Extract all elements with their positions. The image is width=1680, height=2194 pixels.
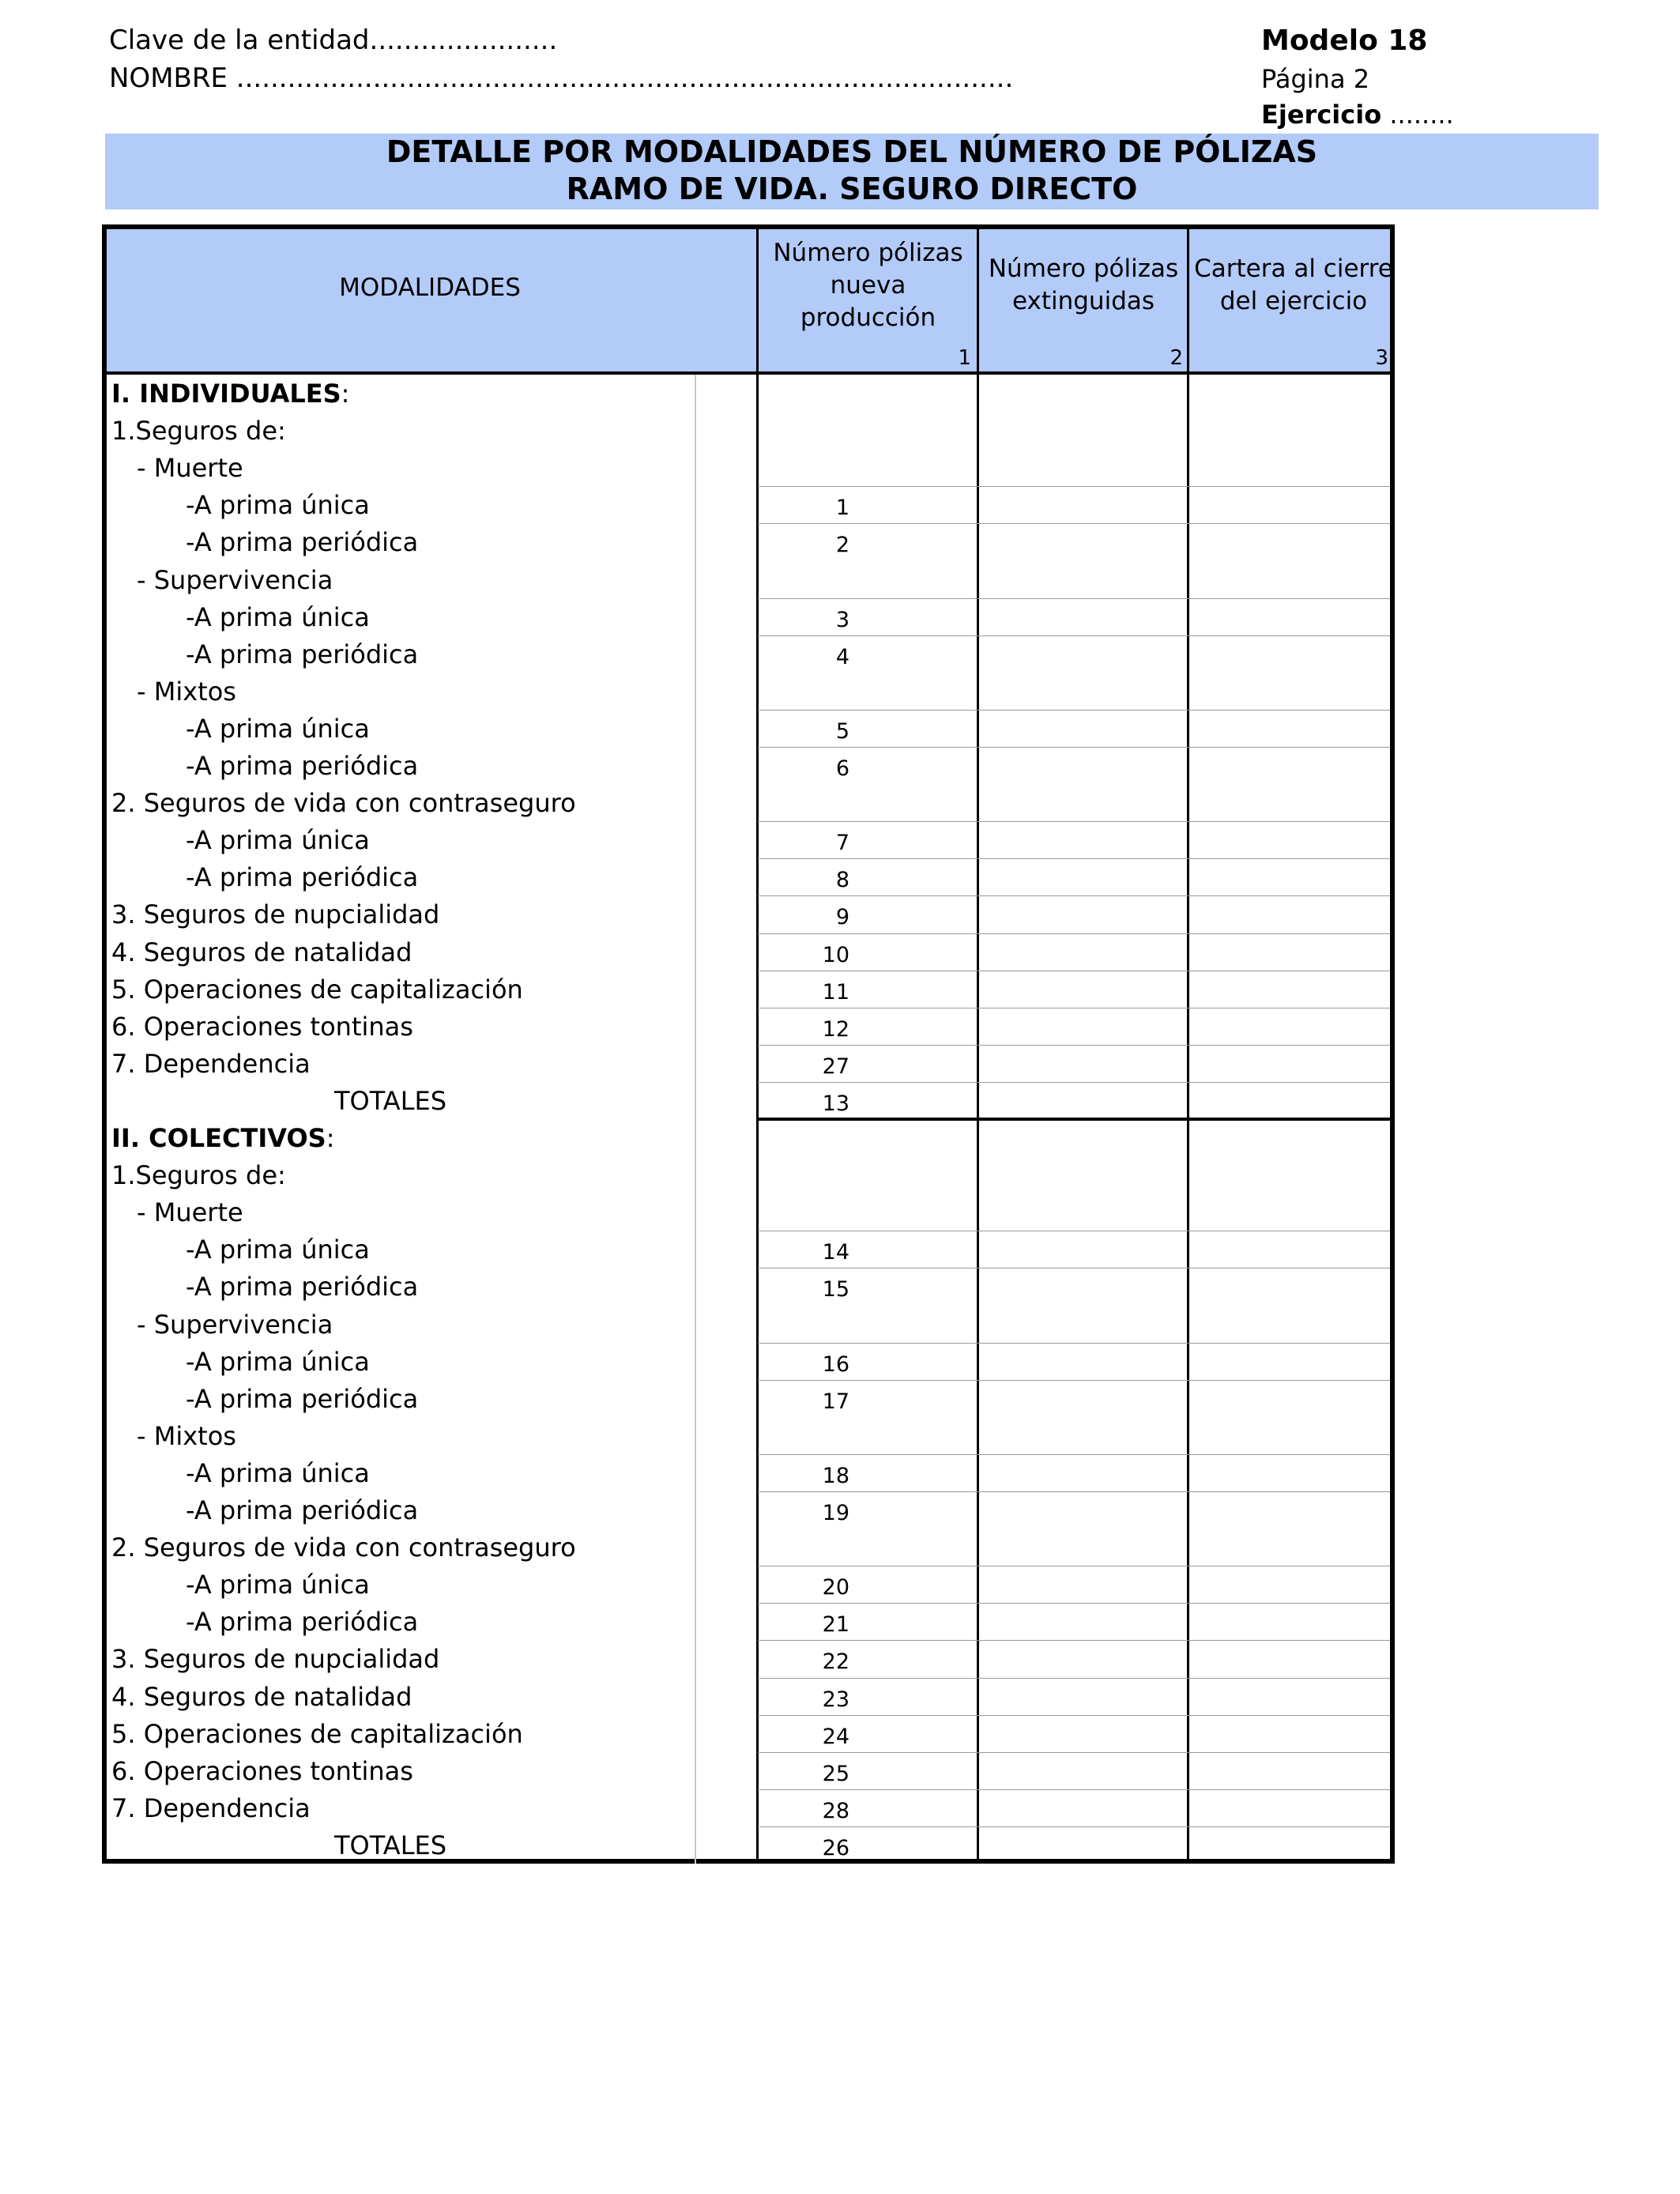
table-row bbox=[107, 1454, 1390, 1491]
row-code: 22 bbox=[822, 1649, 849, 1675]
table-row bbox=[107, 710, 1390, 747]
table-row bbox=[107, 784, 1390, 821]
row-gridline bbox=[758, 1789, 1390, 1790]
row-label-text: -A prima única bbox=[186, 1346, 370, 1377]
row-label bbox=[186, 1235, 370, 1265]
row-label-text: - Supervivencia bbox=[137, 564, 333, 595]
row-code: 23 bbox=[822, 1687, 849, 1712]
row-label-text: -A prima única bbox=[186, 601, 370, 632]
table-row bbox=[107, 895, 1390, 933]
row-label-text: - Mixtos bbox=[137, 1420, 236, 1451]
input-cell-col2[interactable] bbox=[979, 895, 1187, 932]
input-cell-col3[interactable] bbox=[1189, 1789, 1390, 1826]
header-col-number-3: 3 bbox=[1375, 346, 1388, 370]
row-code: 21 bbox=[822, 1612, 849, 1638]
table-row bbox=[107, 1231, 1390, 1268]
header-col-number-1: 1 bbox=[958, 346, 971, 370]
input-cell-col3[interactable] bbox=[1189, 1566, 1390, 1602]
row-label bbox=[111, 937, 412, 967]
row-label-text: -A prima única bbox=[186, 490, 370, 521]
row-gridline bbox=[758, 1491, 1390, 1492]
input-cell-col3[interactable] bbox=[1189, 1268, 1390, 1304]
row-code: 15 bbox=[822, 1277, 849, 1302]
row-gridline bbox=[758, 1082, 1390, 1083]
title-banner bbox=[105, 134, 1599, 209]
row-gridline bbox=[758, 1640, 1390, 1641]
table-row bbox=[107, 1566, 1390, 1603]
input-cell-col1[interactable] bbox=[759, 1826, 977, 1863]
input-cell-col2[interactable] bbox=[979, 1826, 1187, 1863]
row-label bbox=[137, 453, 243, 483]
row-code: 25 bbox=[822, 1761, 849, 1786]
table-row bbox=[107, 747, 1390, 784]
row-label-text: 4. Seguros de natalidad bbox=[111, 1681, 412, 1712]
input-cell-col2[interactable] bbox=[979, 1454, 1187, 1491]
input-cell-col3[interactable] bbox=[1189, 635, 1390, 672]
input-cell-col1[interactable] bbox=[759, 1268, 977, 1304]
table-row bbox=[107, 523, 1390, 560]
row-label bbox=[111, 1793, 311, 1823]
row-label-text: -A prima única bbox=[186, 1457, 370, 1488]
input-cell-col3[interactable] bbox=[1189, 1715, 1390, 1751]
row-label bbox=[137, 677, 236, 707]
input-cell-col1[interactable] bbox=[759, 1008, 977, 1044]
row-label-text: 6. Operaciones tontinas bbox=[111, 1755, 413, 1786]
table-row bbox=[107, 1268, 1390, 1305]
row-label-text: -A prima periódica bbox=[186, 1272, 419, 1302]
row-label bbox=[186, 490, 370, 520]
table-row bbox=[107, 1306, 1390, 1343]
header-col-number-2: 2 bbox=[1170, 346, 1183, 370]
row-gridline bbox=[758, 1268, 1390, 1269]
input-cell-col2[interactable] bbox=[979, 821, 1187, 858]
row-label bbox=[111, 1719, 523, 1749]
row-gridline bbox=[758, 1752, 1390, 1753]
row-code: 19 bbox=[822, 1501, 849, 1525]
input-cell-col2[interactable] bbox=[979, 1343, 1187, 1379]
row-gridline bbox=[758, 1045, 1390, 1046]
table-row bbox=[107, 561, 1390, 598]
row-gridline bbox=[758, 1826, 1390, 1827]
input-cell-col2[interactable] bbox=[979, 747, 1187, 783]
row-label-text: 1.Seguros de: bbox=[111, 416, 286, 447]
row-label-text: - Supervivencia bbox=[137, 1309, 333, 1340]
input-cell-col3[interactable] bbox=[1189, 895, 1390, 932]
ejercicio-label: Ejercicio ........ bbox=[1261, 100, 1454, 130]
input-cell-col3[interactable] bbox=[1189, 1640, 1390, 1676]
row-label bbox=[186, 639, 418, 669]
input-cell-col3[interactable] bbox=[1189, 933, 1390, 970]
input-cell-col1[interactable] bbox=[759, 1343, 977, 1379]
row-label bbox=[111, 1682, 412, 1712]
table-row bbox=[107, 486, 1390, 523]
input-cell-col3[interactable] bbox=[1189, 1678, 1390, 1714]
input-cell-col2[interactable] bbox=[979, 523, 1187, 560]
row-gridline bbox=[758, 895, 1390, 896]
input-cell-col3[interactable] bbox=[1189, 1752, 1390, 1789]
table-row bbox=[107, 375, 1390, 412]
input-cell-col3[interactable] bbox=[1189, 1491, 1390, 1528]
table-row bbox=[107, 1491, 1390, 1529]
row-gridline bbox=[758, 1380, 1390, 1381]
row-label bbox=[111, 416, 286, 446]
row-code: 10 bbox=[822, 942, 849, 967]
input-cell-col2[interactable] bbox=[979, 1752, 1187, 1789]
input-cell-col2[interactable] bbox=[979, 486, 1187, 522]
input-cell-col3[interactable] bbox=[1189, 1603, 1390, 1639]
input-cell-col1[interactable] bbox=[759, 1045, 977, 1081]
row-label-text: -A prima única bbox=[186, 1235, 370, 1265]
section-heading: II. COLECTIVOS bbox=[111, 1123, 326, 1153]
input-cell-col1[interactable] bbox=[759, 747, 977, 783]
table-row bbox=[107, 1008, 1390, 1045]
row-label bbox=[186, 1570, 370, 1600]
row-label bbox=[111, 1123, 335, 1153]
row-gridline bbox=[758, 710, 1390, 711]
row-code: 18 bbox=[822, 1463, 849, 1488]
row-gridline bbox=[758, 635, 1390, 636]
input-cell-col1[interactable] bbox=[759, 635, 977, 672]
row-code: 13 bbox=[822, 1091, 849, 1116]
clave-entidad: Clave de la entidad...................... bbox=[109, 25, 558, 56]
row-label-text: - Mixtos bbox=[137, 676, 236, 707]
row-label bbox=[111, 1644, 439, 1674]
row-code: 2 bbox=[835, 533, 849, 558]
input-cell-col2[interactable] bbox=[979, 598, 1187, 635]
row-label-text: - Muerte bbox=[137, 453, 243, 484]
row-label-text: - Muerte bbox=[137, 1197, 243, 1228]
row-label bbox=[111, 1160, 286, 1190]
row-code: 12 bbox=[822, 1016, 849, 1042]
input-cell-col3[interactable] bbox=[1189, 486, 1390, 522]
table-row bbox=[107, 1529, 1390, 1566]
row-label-text: -A prima periódica bbox=[186, 1383, 419, 1414]
row-label bbox=[186, 1458, 370, 1488]
input-cell-col3[interactable] bbox=[1189, 1380, 1390, 1416]
row-code: 14 bbox=[822, 1240, 849, 1265]
row-code: 3 bbox=[835, 607, 849, 632]
row-label-text: 2. Seguros de vida con contraseguro bbox=[111, 1532, 576, 1563]
input-cell-col1[interactable] bbox=[759, 1231, 977, 1267]
row-gridline bbox=[758, 1454, 1390, 1455]
row-code: 4 bbox=[835, 644, 849, 669]
input-cell-col1[interactable] bbox=[759, 1491, 977, 1528]
input-cell-col2[interactable] bbox=[979, 1715, 1187, 1751]
row-label-text: TOTALES bbox=[334, 1085, 447, 1116]
row-label bbox=[111, 899, 439, 929]
row-label-text: -A prima periódica bbox=[186, 1495, 419, 1525]
table-row bbox=[107, 598, 1390, 635]
table-row bbox=[107, 858, 1390, 895]
input-cell-col1[interactable] bbox=[759, 1752, 977, 1789]
input-cell-col2[interactable] bbox=[979, 710, 1187, 746]
input-cell-col2[interactable] bbox=[979, 635, 1187, 672]
row-label bbox=[186, 527, 418, 557]
row-code: 9 bbox=[835, 905, 849, 930]
row-label-text: -A prima única bbox=[186, 713, 370, 744]
row-label-text: 2. Seguros de vida con contraseguro bbox=[111, 788, 576, 819]
row-label bbox=[137, 565, 333, 595]
table-row bbox=[107, 1826, 1390, 1864]
row-label bbox=[111, 1532, 576, 1563]
table-row bbox=[107, 1603, 1390, 1640]
row-label bbox=[111, 379, 349, 409]
banner-title-line2: RAMO DE VIDA. SEGURO DIRECTO bbox=[566, 172, 1138, 206]
row-label-text: -A prima periódica bbox=[186, 527, 419, 558]
header-nueva-produccion: Número pólizas nueva producción bbox=[773, 239, 963, 332]
row-label-text: -A prima periódica bbox=[186, 1607, 419, 1638]
table-row bbox=[107, 1678, 1390, 1715]
row-code: 6 bbox=[835, 756, 849, 781]
row-label-text: 5. Operaciones de capitalización bbox=[111, 974, 523, 1005]
table-row bbox=[107, 821, 1390, 858]
table-row bbox=[107, 1789, 1390, 1826]
row-label bbox=[334, 1086, 446, 1116]
input-cell-col1[interactable] bbox=[759, 1380, 977, 1416]
table-row bbox=[107, 673, 1390, 710]
row-label bbox=[186, 714, 370, 744]
table-row bbox=[107, 1082, 1390, 1119]
input-cell-col2[interactable] bbox=[979, 933, 1187, 970]
input-cell-col1[interactable] bbox=[759, 971, 977, 1007]
table-header bbox=[107, 229, 1393, 375]
row-label bbox=[137, 1421, 236, 1451]
row-gridline bbox=[758, 1603, 1390, 1604]
table-row bbox=[107, 1380, 1390, 1417]
row-label-text: 3. Seguros de nupcialidad bbox=[111, 899, 440, 930]
row-label-text: 7. Dependencia bbox=[111, 1793, 311, 1823]
input-cell-col2[interactable] bbox=[979, 858, 1187, 895]
input-cell-col1[interactable] bbox=[759, 1678, 977, 1714]
row-code: 7 bbox=[835, 831, 849, 856]
row-code: 26 bbox=[822, 1835, 849, 1860]
row-label bbox=[111, 788, 576, 818]
table-row bbox=[107, 449, 1390, 486]
row-label-text: 7. Dependencia bbox=[111, 1048, 311, 1079]
row-label-text: 6. Operaciones tontinas bbox=[111, 1011, 413, 1042]
input-cell-col2[interactable] bbox=[979, 1566, 1187, 1602]
input-cell-col3[interactable] bbox=[1189, 747, 1390, 783]
row-label-text: -A prima única bbox=[186, 825, 370, 856]
row-label-text: -A prima periódica bbox=[186, 751, 419, 781]
row-code: 17 bbox=[822, 1389, 849, 1414]
row-label bbox=[111, 1756, 413, 1786]
row-gridline bbox=[758, 747, 1390, 748]
row-code: 20 bbox=[822, 1575, 849, 1600]
table-row bbox=[107, 971, 1390, 1008]
row-label bbox=[137, 1197, 243, 1227]
input-cell-col2[interactable] bbox=[979, 1231, 1187, 1267]
input-cell-col2[interactable] bbox=[979, 1640, 1187, 1676]
input-cell-col1[interactable] bbox=[759, 895, 977, 932]
row-gridline bbox=[758, 1343, 1390, 1344]
row-code: 24 bbox=[822, 1724, 849, 1749]
input-cell-col3[interactable] bbox=[1189, 598, 1390, 635]
row-code: 28 bbox=[822, 1798, 849, 1823]
input-cell-col3[interactable] bbox=[1189, 858, 1390, 895]
modelo-label: Modelo 18 bbox=[1261, 25, 1428, 57]
policies-table bbox=[102, 224, 1395, 1864]
row-gridline bbox=[758, 858, 1390, 859]
row-code: 27 bbox=[822, 1054, 849, 1079]
row-label-text: 1.Seguros de: bbox=[111, 1160, 286, 1191]
table-row bbox=[107, 1193, 1390, 1231]
row-label-text: TOTALES bbox=[334, 1830, 447, 1860]
row-label bbox=[186, 1495, 418, 1525]
row-label bbox=[186, 1272, 418, 1302]
nombre-line: NOMBRE ........................................................................................... bbox=[109, 62, 1014, 94]
row-code: 16 bbox=[822, 1351, 849, 1377]
input-cell-col1[interactable] bbox=[759, 598, 977, 635]
row-label bbox=[186, 1347, 370, 1377]
table-row bbox=[107, 933, 1390, 971]
input-cell-col1[interactable] bbox=[759, 523, 977, 560]
section-heading: I. INDIVIDUALES bbox=[111, 379, 341, 409]
header-extinguidas: Número pólizas extinguidas bbox=[988, 254, 1179, 315]
input-cell-col3[interactable] bbox=[1189, 710, 1390, 746]
row-gridline bbox=[758, 523, 1390, 524]
header-cartera-cierre: Cartera al cierre del ejercicio bbox=[1194, 254, 1393, 315]
input-cell-col1[interactable] bbox=[759, 1566, 977, 1602]
row-label bbox=[186, 1384, 418, 1414]
table-row bbox=[107, 1752, 1390, 1789]
input-cell-col3[interactable] bbox=[1189, 1008, 1390, 1044]
input-cell-col3[interactable] bbox=[1189, 523, 1390, 560]
input-cell-col1[interactable] bbox=[759, 1454, 977, 1491]
input-cell-col3[interactable] bbox=[1189, 1454, 1390, 1491]
pagina-label: Página 2 bbox=[1261, 64, 1370, 94]
table-row bbox=[107, 635, 1390, 673]
table-row bbox=[107, 1640, 1390, 1677]
row-label bbox=[111, 1049, 311, 1079]
input-cell-col2[interactable] bbox=[979, 1380, 1187, 1416]
table-row bbox=[107, 1715, 1390, 1752]
header-modalidades: MODALIDADES bbox=[339, 273, 521, 302]
row-label-text: : bbox=[326, 1123, 335, 1153]
input-cell-col2[interactable] bbox=[979, 1082, 1187, 1118]
row-gridline bbox=[758, 598, 1390, 599]
input-cell-col1[interactable] bbox=[759, 821, 977, 858]
row-label bbox=[186, 751, 418, 781]
input-cell-col1[interactable] bbox=[759, 1082, 977, 1118]
table-row bbox=[107, 1343, 1390, 1380]
input-cell-col1[interactable] bbox=[759, 1603, 977, 1639]
row-code: 8 bbox=[835, 868, 849, 893]
row-label-text: 5. Operaciones de capitalización bbox=[111, 1718, 523, 1749]
row-gridline bbox=[758, 486, 1390, 487]
input-cell-col1[interactable] bbox=[759, 710, 977, 746]
input-cell-col2[interactable] bbox=[979, 1678, 1187, 1714]
input-cell-col1[interactable] bbox=[759, 933, 977, 970]
row-label-text: -A prima única bbox=[186, 1570, 370, 1600]
row-label-text: -A prima periódica bbox=[186, 639, 419, 669]
row-label bbox=[186, 1607, 418, 1637]
input-cell-col3[interactable] bbox=[1189, 1826, 1390, 1863]
input-cell-col1[interactable] bbox=[759, 1640, 977, 1676]
input-cell-col2[interactable] bbox=[979, 1268, 1187, 1304]
row-label bbox=[137, 1310, 333, 1340]
row-label bbox=[186, 825, 370, 855]
input-cell-col1[interactable] bbox=[759, 486, 977, 522]
row-label-text: 4. Seguros de natalidad bbox=[111, 937, 412, 967]
input-cell-col2[interactable] bbox=[979, 1491, 1187, 1528]
input-cell-col3[interactable] bbox=[1189, 1045, 1390, 1081]
input-cell-col2[interactable] bbox=[979, 1008, 1187, 1044]
table-row bbox=[107, 1156, 1390, 1193]
row-gridline bbox=[758, 1715, 1390, 1716]
row-code: 5 bbox=[835, 718, 849, 744]
input-cell-col2[interactable] bbox=[979, 1603, 1187, 1639]
input-cell-col1[interactable] bbox=[759, 1715, 977, 1751]
row-gridline bbox=[758, 821, 1390, 822]
input-cell-col2[interactable] bbox=[979, 971, 1187, 1007]
table-row bbox=[107, 1045, 1390, 1082]
table-row bbox=[107, 1417, 1390, 1454]
row-label bbox=[186, 862, 418, 892]
row-label-text: : bbox=[341, 379, 350, 409]
table-row bbox=[107, 412, 1390, 449]
row-gridline bbox=[758, 933, 1390, 934]
row-code: 1 bbox=[835, 496, 849, 521]
input-cell-col3[interactable] bbox=[1189, 971, 1390, 1007]
row-label bbox=[334, 1830, 446, 1860]
input-cell-col3[interactable] bbox=[1189, 1343, 1390, 1379]
row-label-text: 3. Seguros de nupcialidad bbox=[111, 1644, 440, 1675]
section-separator bbox=[758, 1118, 1390, 1121]
banner-title-line1: DETALLE POR MODALIDADES DEL NÚMERO DE PÓLIZAS bbox=[386, 134, 1318, 169]
input-cell-col2[interactable] bbox=[979, 1045, 1187, 1081]
input-cell-col3[interactable] bbox=[1189, 1231, 1390, 1267]
row-label bbox=[111, 974, 523, 1005]
input-cell-col3[interactable] bbox=[1189, 821, 1390, 858]
row-label bbox=[186, 602, 370, 632]
input-cell-col1[interactable] bbox=[759, 1789, 977, 1826]
input-cell-col2[interactable] bbox=[979, 1789, 1187, 1826]
table-row bbox=[107, 1119, 1390, 1156]
row-gridline bbox=[758, 1678, 1390, 1679]
row-label-text: -A prima periódica bbox=[186, 862, 419, 893]
row-code: 11 bbox=[822, 979, 849, 1005]
input-cell-col1[interactable] bbox=[759, 858, 977, 895]
input-cell-col3[interactable] bbox=[1189, 1082, 1390, 1118]
row-label bbox=[111, 1012, 413, 1042]
